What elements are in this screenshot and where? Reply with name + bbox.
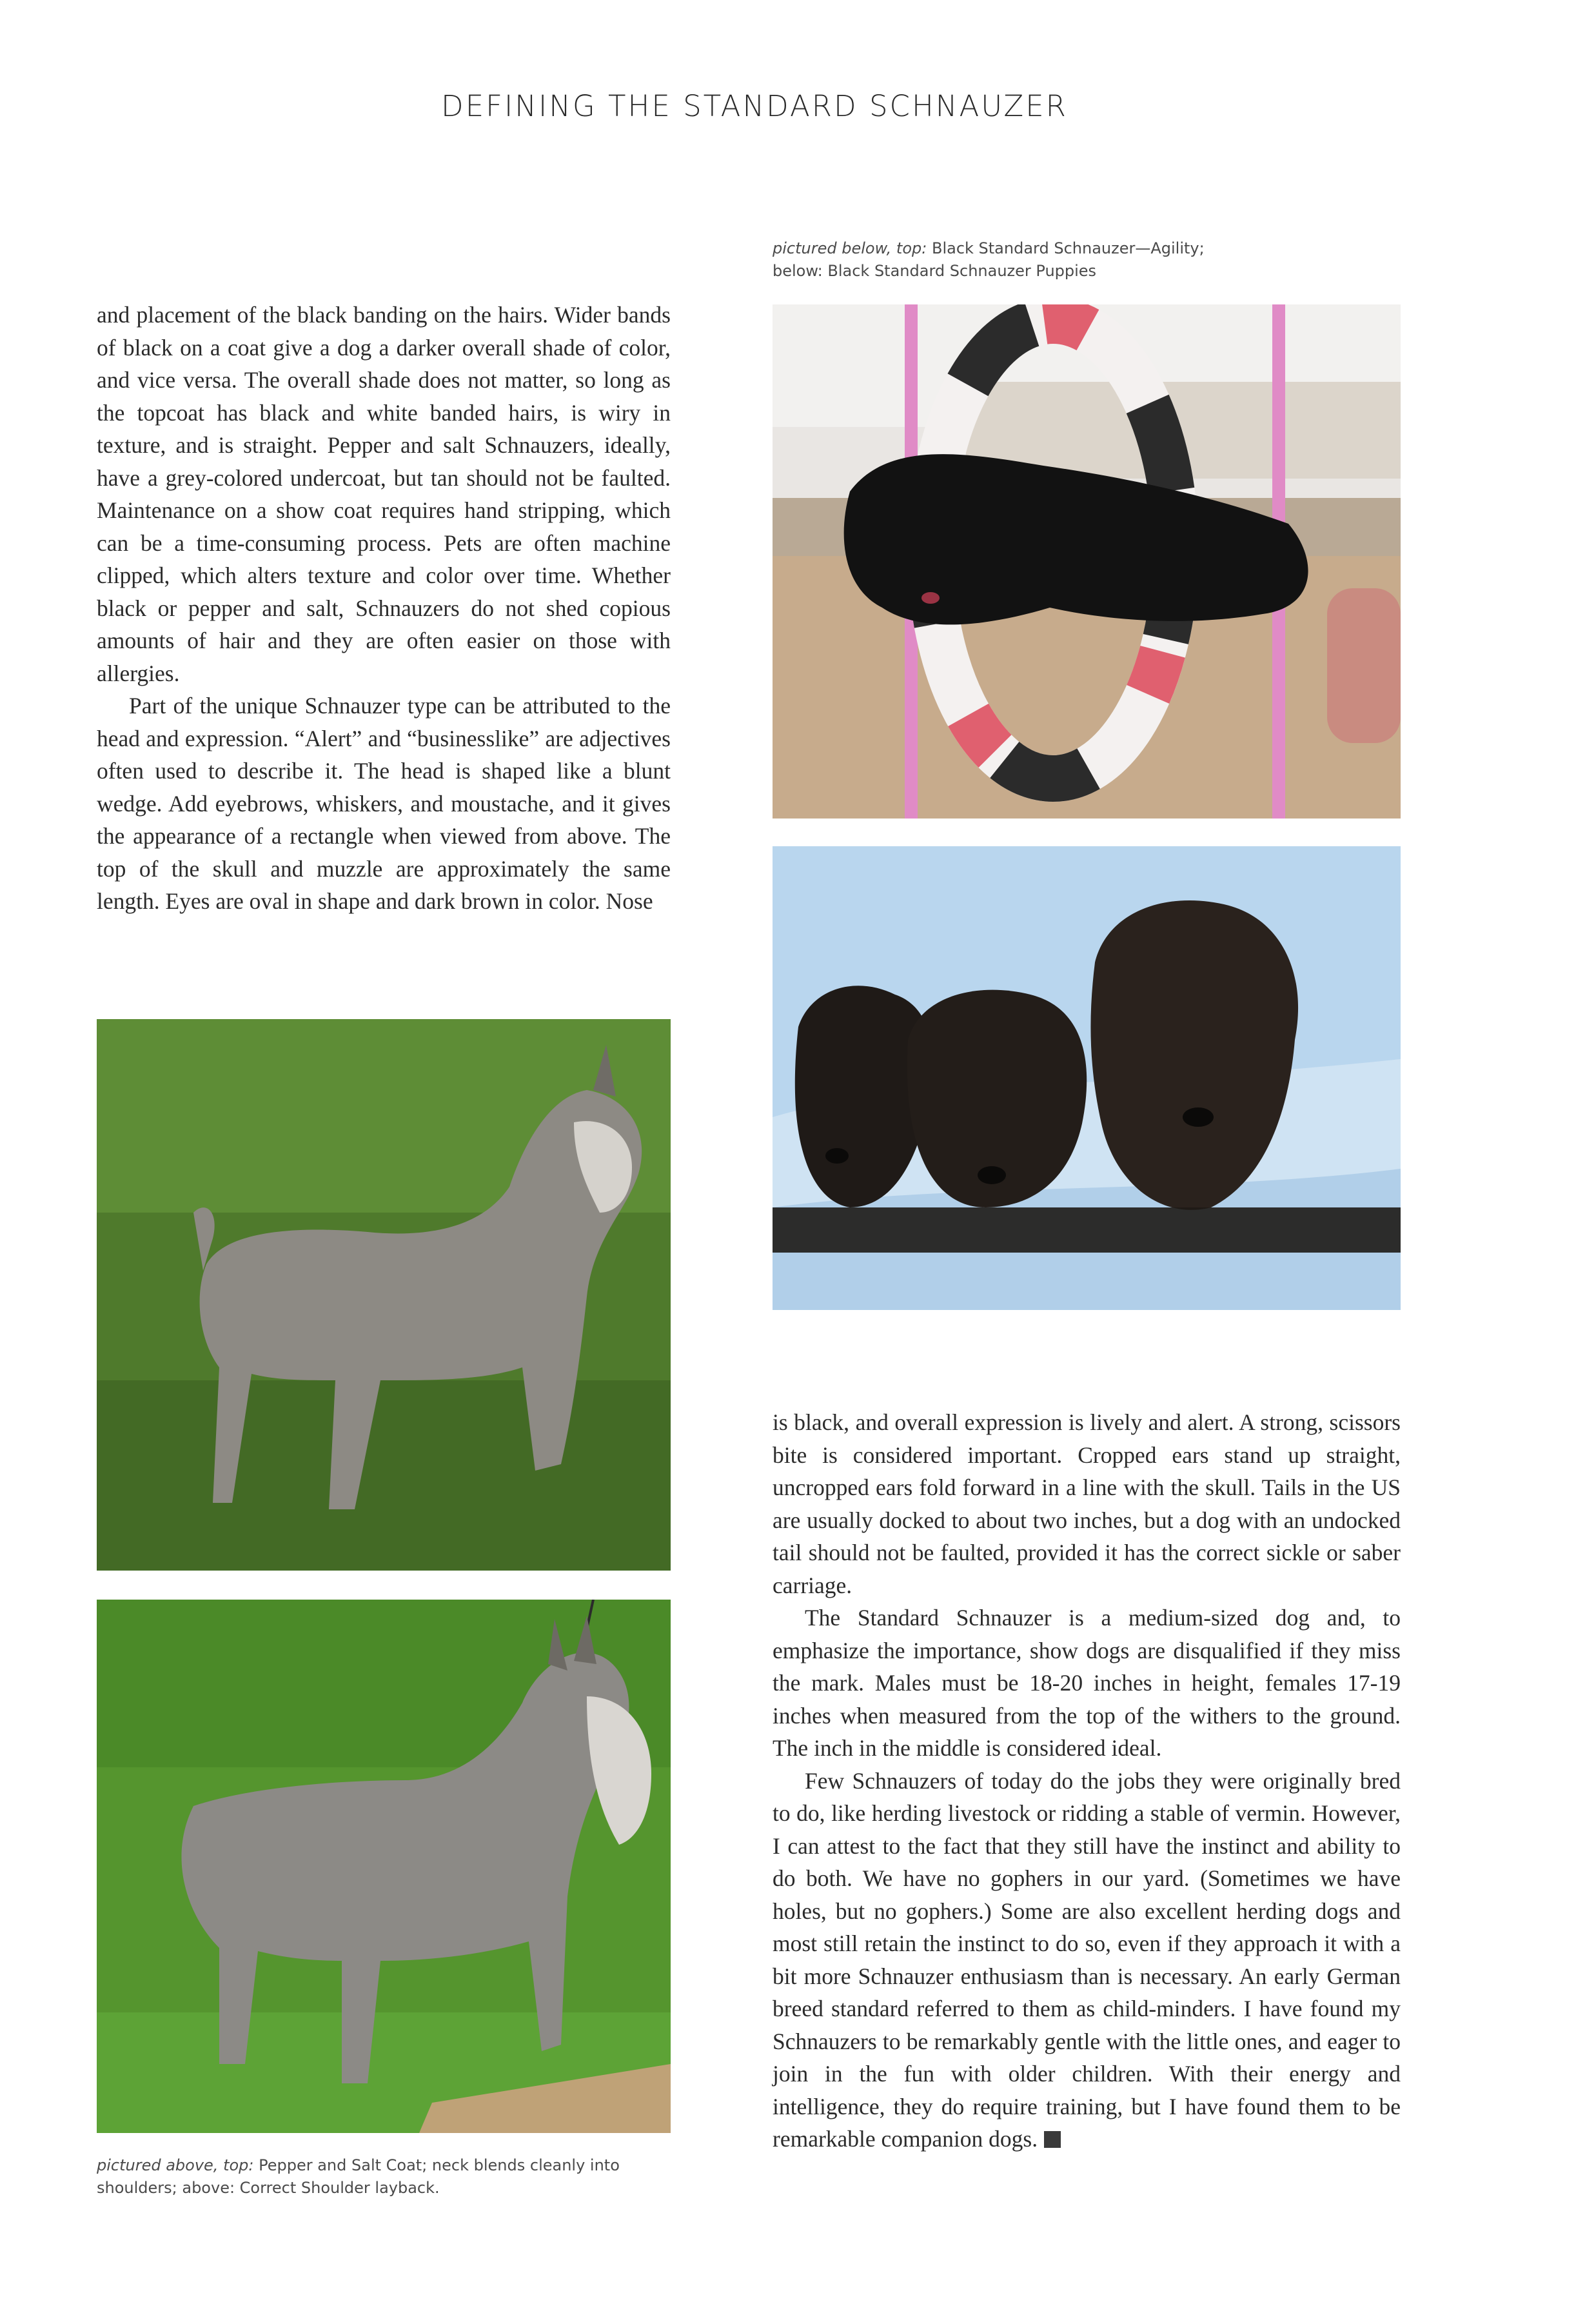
- caption-lead: pictured above, top:: [97, 2156, 254, 2174]
- caption-right: [773, 237, 1288, 283]
- end-mark: [1044, 2131, 1061, 2148]
- left-column-text: [97, 299, 671, 918]
- paragraph: [773, 1765, 1401, 2156]
- photo-pepper-salt: [97, 1019, 671, 1571]
- paragraph: is black, and overall expression is lively and alert. A strong, scissors bite is considered important. Cropped ears stand up straight, uncropped ears fold forward in a line with the skull. Tails in the US are usually docked to about two inches, but a dog with an undocked tail should not be faulted, provided it has the correct sickle or saber carriage.: [773, 1409, 1401, 1598]
- paragraph-text: Few Schnauzers of today do the jobs they were originally bred to do, like herding livestock or ridding a stable of vermin. However, I can attest to the fact that they still have the instinct and ability to do both. We have no gophers in our yard. (Sometimes we have holes, but no gophers.) Some are also excellent herding dogs and most still retain the instinct to do so, even if they approach it with a bit more Schnauzer enthusiasm than is necessary. An early German breed standard referred to them as child-minders. I have found my Schnauzers to be remarkably gentle with the little ones, and eager to join in the fun with older children. With their energy and intelligence, they do require training, but I have found them to be remarkable companion dogs.: [773, 1767, 1401, 2152]
- photo-agility: [773, 304, 1401, 819]
- agility-dog-image: [773, 304, 1401, 819]
- caption-lead: pictured below, top:: [773, 239, 927, 257]
- paragraph: The Standard Schnauzer is a medium-sized dog and, to emphasize the importance, show dogs are disqualified if they miss the mark. Males must be 18-20 inches in height, females 17-19 inches when measured from the top of the withers to the ground. The inch in the middle is considered ideal.: [773, 1605, 1401, 1761]
- puppies-image: [773, 846, 1401, 1310]
- page-title: DEFINING THE STANDARD SCHNAUZER: [441, 89, 1068, 123]
- caption-text: below: Black Standard Schnauzer Puppies: [773, 262, 1097, 280]
- shoulder-dog-image: [97, 1600, 671, 2133]
- right-column-text: [773, 1406, 1401, 2156]
- paragraph: Part of the unique Schnauzer type can be attributed to the head and expression. “Alert” and “businesslike” are adjectives often used to describe it. The head is shaped like a blunt wedge. Add eyebrows, whiskers, and moustache, and it gives the appearance of a rectangle when viewed from above. The top of the skull and muzzle are approximately the same length. Eyes are oval in shape and dark brown in color. Nose: [97, 693, 671, 914]
- pepper-salt-dog-image: [97, 1019, 671, 1571]
- caption-text: Black Standard Schnauzer—Agility;: [927, 239, 1205, 257]
- caption-text: shoulders; above: Correct Shoulder layback.: [97, 2179, 440, 2197]
- photo-puppies: [773, 846, 1401, 1310]
- caption-text: Pepper and Salt Coat; neck blends cleanly into: [253, 2156, 620, 2174]
- caption-left: [97, 2154, 677, 2199]
- photo-shoulder: [97, 1600, 671, 2133]
- paragraph: and placement of the black banding on the hairs. Wider bands of black on a coat give a dog a darker overall shade of color, and vice versa. The overall shade does not matter, so long as the topcoat has black and white banded hairs, is wiry in texture, and is straight. Pepper and salt Schnauzers, ideally, have a grey-colored undercoat, but tan should not be faulted. Maintenance on a show coat requires hand stripping, which can be a time-consuming process. Pets are often machine clipped, which alters texture and color over time. Whether black or pepper and salt, Schnauzers do not shed copious amounts of hair and they are often easier on those with allergies.: [97, 302, 671, 686]
